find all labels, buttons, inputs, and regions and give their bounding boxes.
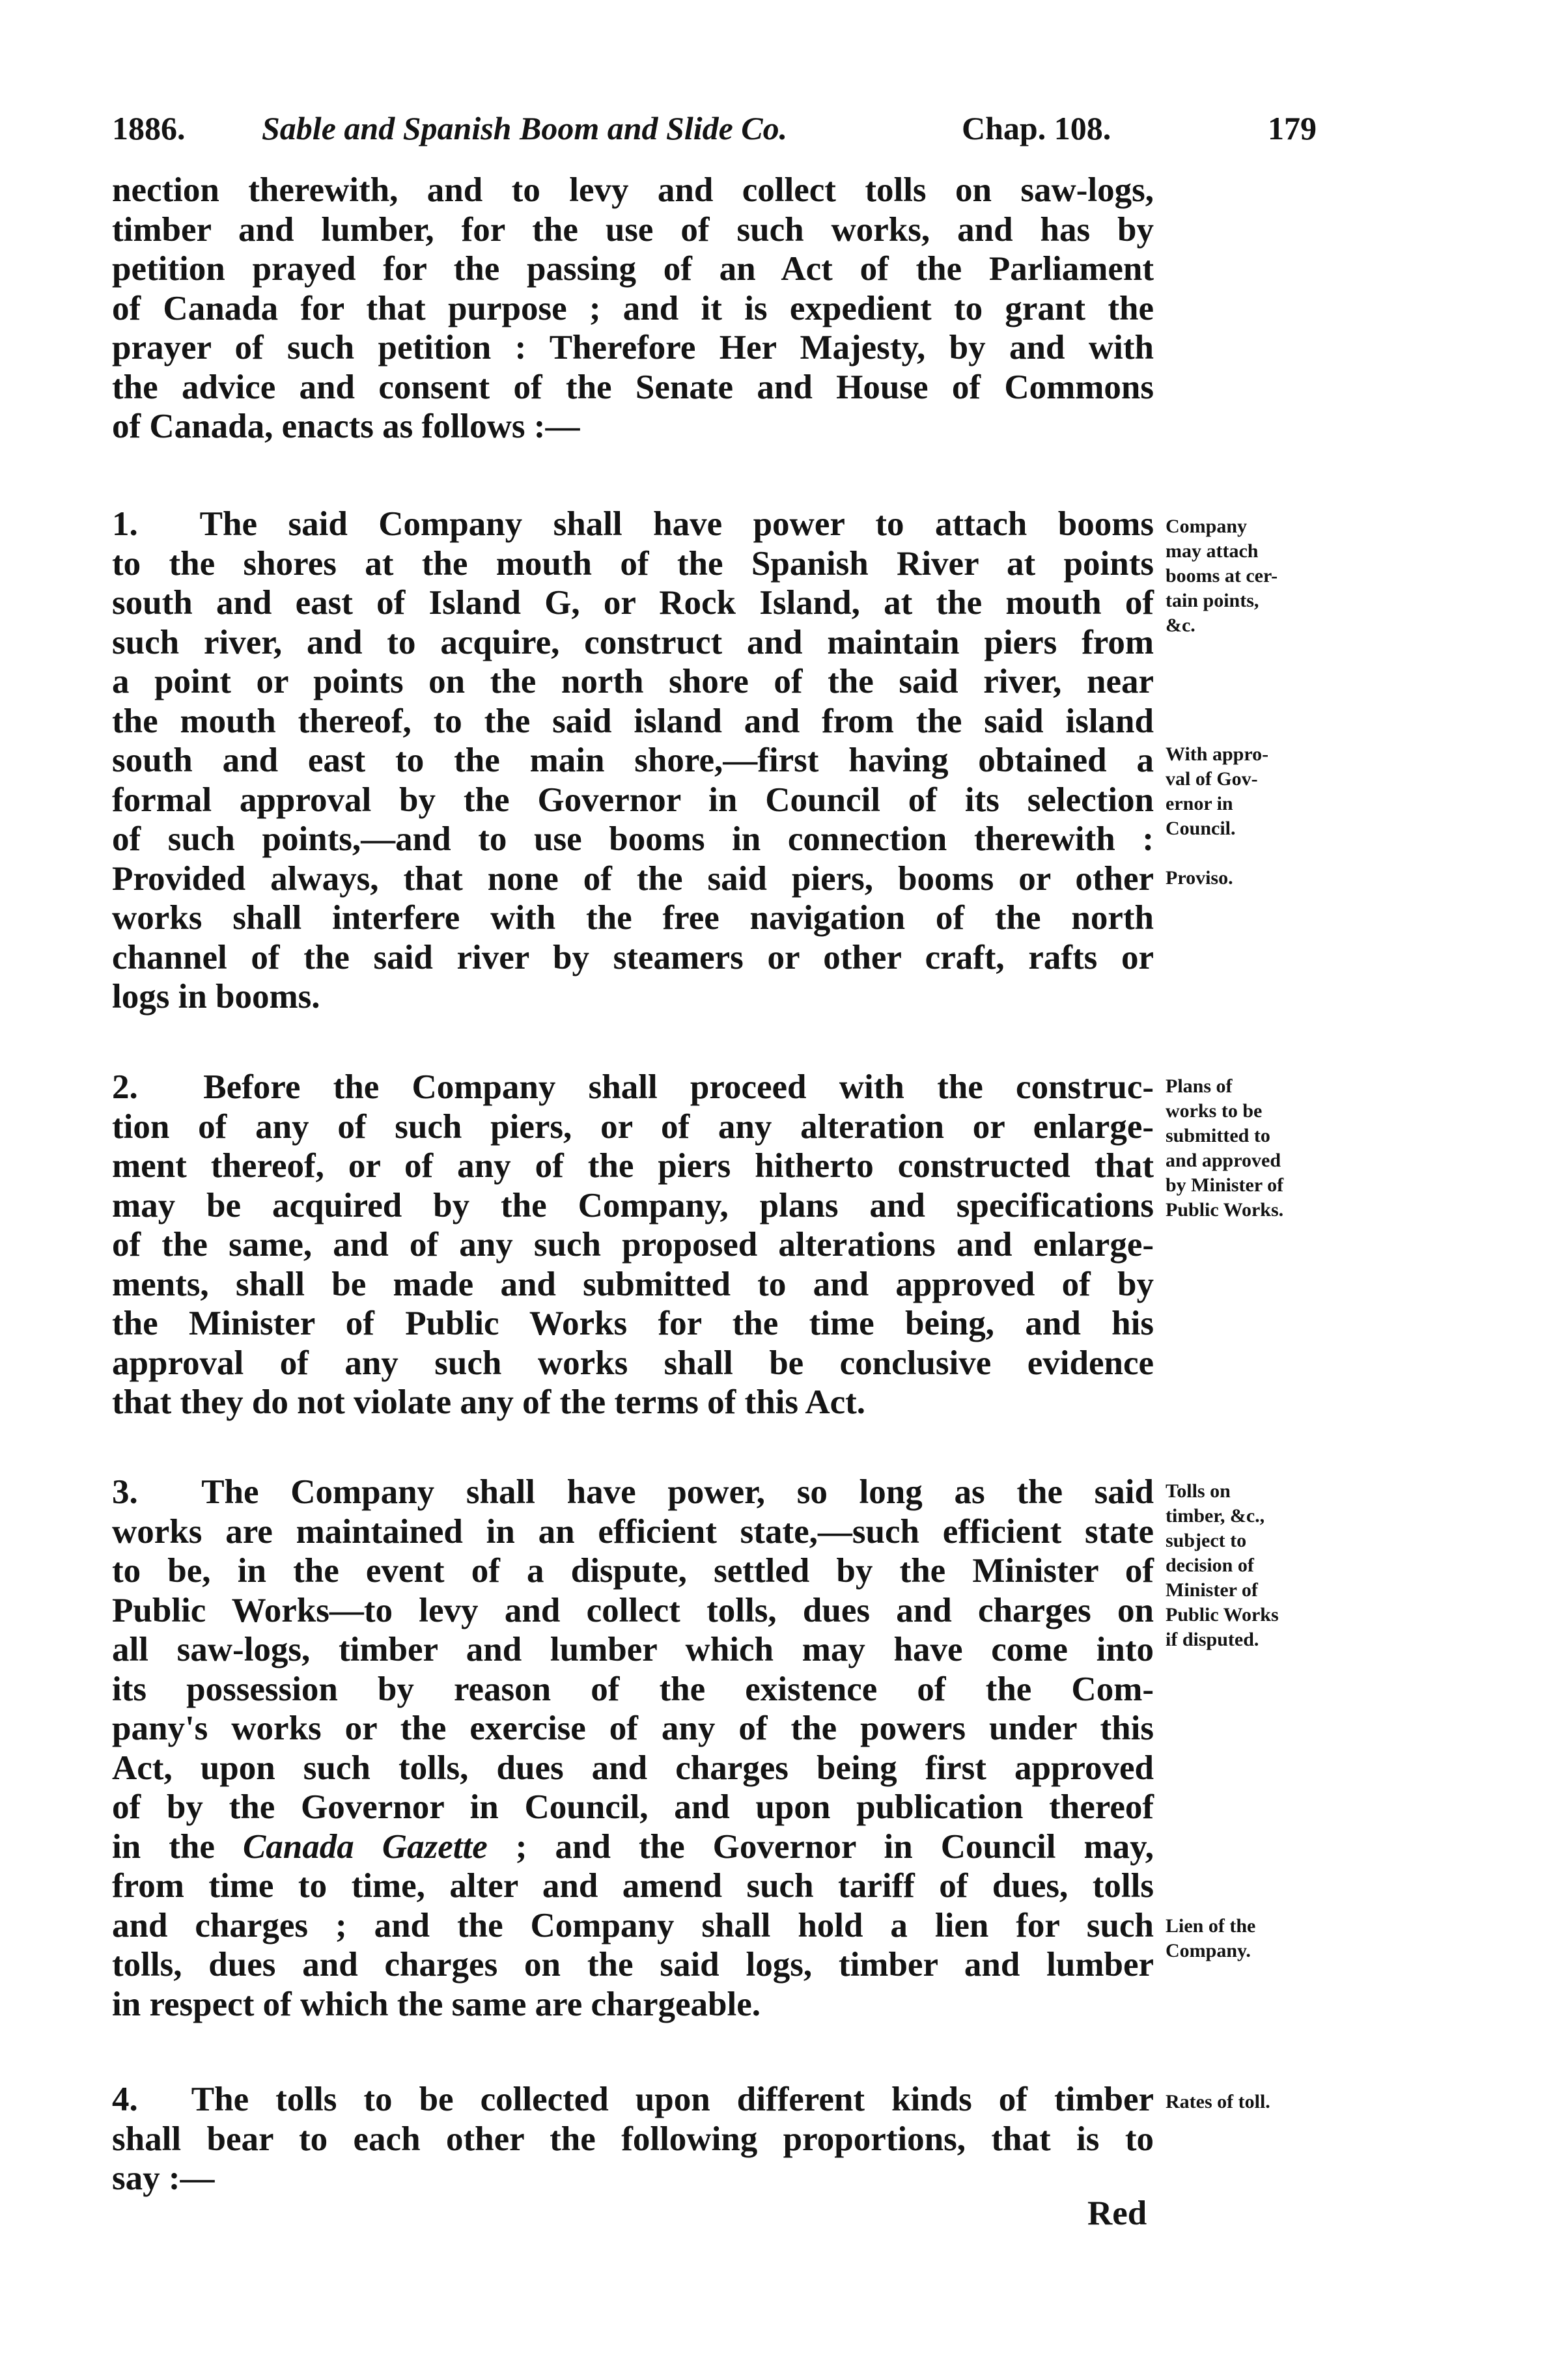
text-line: all saw-logs, timber and lumber which may have come into	[112, 1631, 1154, 1668]
text-line: say :—	[112, 2159, 215, 2197]
section-number: 3.	[112, 1473, 138, 1511]
running-header	[112, 109, 1317, 155]
text-line: from time to time, alter and amend such tariff of dues, tolls	[112, 1867, 1154, 1905]
text-line: such river, and to acquire, construct and maintain piers from	[112, 623, 1154, 661]
text-line: of the same, and of any such proposed alterations and enlarge-	[112, 1226, 1154, 1264]
margin-note-line: Rates of toll.	[1166, 2091, 1270, 2112]
margin-note-line: &c.	[1166, 615, 1195, 636]
text-line: Provided always, that none of the said piers, booms or other	[112, 859, 1154, 898]
italic-title: Canada Gazette	[242, 1827, 488, 1866]
text-line: Public Works—to levy and collect tolls, dues and charges on	[112, 1591, 1154, 1629]
margin-note-line: Company	[1166, 516, 1248, 537]
text-line: may be acquired by the Company, plans and specifications	[112, 1186, 1154, 1225]
margin-note-line: Tolls on	[1166, 1480, 1231, 1502]
text-line: of by the Governor in Council, and upon publication thereof	[112, 1788, 1154, 1826]
text-line-first	[112, 1473, 1154, 1512]
text-line: shall bear to each other the following proportions, that is to	[112, 2120, 1154, 2158]
section-number: 4.	[112, 2081, 138, 2118]
catchword: Red	[1087, 2194, 1147, 2232]
text-line: petition prayed for the passing of an Act of the Parliament	[112, 250, 1154, 288]
margin-note-line: Public Works	[1166, 1604, 1279, 1626]
header-year: 1886.	[112, 110, 186, 146]
text-line: The tolls to be collected upon different kinds of timber	[191, 2081, 1154, 2118]
section-number: 1.	[112, 505, 138, 543]
margin-note-line: ernor in	[1166, 793, 1233, 814]
text-line: The Company shall have power, so long as the said	[201, 1473, 1154, 1511]
text-line: of such points,—and to use booms in connection therewith :	[112, 820, 1154, 858]
margin-note-line: by Minister of	[1166, 1174, 1284, 1196]
text-line: prayer of such petition : Therefore Her Majesty, by and with	[112, 329, 1154, 367]
margin-note-line: Council.	[1166, 818, 1236, 839]
text-line: the advice and consent of the Senate and House of Commons	[112, 368, 1154, 406]
margin-note-line: booms at cer-	[1166, 565, 1278, 587]
section-2	[112, 1068, 1154, 1422]
section-1	[112, 505, 1154, 1017]
text-line: south and east to the main shore,—first having obtained a	[112, 741, 1154, 779]
section-3	[112, 1473, 1154, 2024]
text-line: nection therewith, and to levy and collect tolls on saw-logs,	[112, 171, 1154, 209]
text-line: formal approval by the Governor in Council of its selection	[112, 781, 1154, 819]
text-line: channel of the said river by steamers or other craft, rafts or	[112, 938, 1154, 976]
text-line: works are maintained in an efficient state,—such efficient state	[112, 1512, 1154, 1551]
margin-note-line: Proviso.	[1166, 867, 1233, 889]
margin-note-line: Minister of	[1166, 1579, 1258, 1601]
margin-note-line: Public Works.	[1166, 1199, 1284, 1221]
margin-note-plans-of-works	[1166, 1074, 1354, 1223]
text-line: its possession by reason of the existence of the Com-	[112, 1670, 1154, 1708]
text-line: in the Canada Gazette ; and the Governor in Council may,	[112, 1827, 1154, 1866]
text-line: that they do not violate any of the terms of this Act.	[112, 1383, 866, 1421]
text-line: timber and lumber, for the use of such works, and has by	[112, 210, 1154, 249]
text-line-first	[112, 1068, 1154, 1107]
margin-note-line: decision of	[1166, 1555, 1254, 1576]
text-line: south and east of Island G, or Rock Island, at the mouth of	[112, 584, 1154, 622]
margin-note-proviso	[1166, 866, 1354, 891]
margin-note-line: Company.	[1166, 1940, 1251, 1961]
margin-note-rates-of-toll	[1166, 2090, 1354, 2114]
text-line: of Canada for that purpose ; and it is expedient to grant the	[112, 289, 1154, 327]
text-line-first	[112, 2080, 1154, 2120]
margin-note-line: works to be	[1166, 1100, 1263, 1122]
text-line: and charges ; and the Company shall hold a lien for such	[112, 1906, 1154, 1944]
margin-note-line: may attach	[1166, 540, 1259, 562]
margin-note-company-may-attach-booms	[1166, 514, 1354, 638]
text-line: The said Company shall have power to attach booms	[199, 505, 1154, 543]
preamble-paragraph	[112, 171, 1154, 447]
text-line: logs in booms.	[112, 978, 320, 1016]
margin-note-tolls-on-timber	[1166, 1479, 1354, 1652]
section-4	[112, 2080, 1154, 2198]
text-line: approval of any such works shall be conclusive evidence	[112, 1344, 1154, 1382]
text-line: ment thereof, or of any of the piers hitherto constructed that	[112, 1147, 1154, 1185]
text-line: tolls, dues and charges on the said logs, timber and lumber	[112, 1946, 1154, 1984]
margin-note-line: tain points,	[1166, 590, 1259, 611]
margin-note-line: timber, &c.,	[1166, 1505, 1265, 1527]
margin-note-line: Plans of	[1166, 1075, 1233, 1097]
margin-note-line: if disputed.	[1166, 1629, 1259, 1650]
section-number: 2.	[112, 1068, 138, 1106]
text-line: tion of any of such piers, or of any alteration or enlarge-	[112, 1107, 1154, 1146]
margin-note-line: subject to	[1166, 1530, 1247, 1551]
margin-note-line: val of Gov-	[1166, 768, 1258, 790]
margin-note-line: and approved	[1166, 1150, 1281, 1171]
text-line: Before the Company shall proceed with the construc-	[203, 1068, 1154, 1106]
header-chapter: Chap. 108.	[962, 110, 1111, 146]
text-line: the mouth thereof, to the said island and from the said island	[112, 702, 1154, 740]
page-number: 179	[1268, 110, 1317, 146]
margin-note-line: Lien of the	[1166, 1915, 1256, 1937]
text-line: pany's works or the exercise of any of the powers under this	[112, 1709, 1154, 1747]
margin-note-approval-of-governor	[1166, 742, 1354, 841]
margin-note-line: submitted to	[1166, 1125, 1270, 1146]
text-line: of Canada, enacts as follows :—	[112, 408, 580, 445]
text-line-first	[112, 505, 1154, 544]
header-title: Sable and Spanish Boom and Slide Co.	[262, 110, 788, 146]
margin-note-lien-of-company	[1166, 1914, 1354, 1963]
margin-note-line: With appro-	[1166, 743, 1269, 765]
text-line: in respect of which the same are chargeable.	[112, 1985, 761, 2023]
text-line: Act, upon such tolls, dues and charges being first approved	[112, 1749, 1154, 1787]
text-line: the Minister of Public Works for the time being, and his	[112, 1305, 1154, 1342]
text-line: to the shores at the mouth of the Spanish River at points	[112, 544, 1154, 583]
text-line: ments, shall be made and submitted to and approved of by	[112, 1265, 1154, 1303]
text-line: to be, in the event of a dispute, settled by the Minister of	[112, 1552, 1154, 1590]
text-line: a point or points on the north shore of the said river, near	[112, 663, 1154, 700]
text-line: works shall interfere with the free navigation of the north	[112, 899, 1154, 937]
